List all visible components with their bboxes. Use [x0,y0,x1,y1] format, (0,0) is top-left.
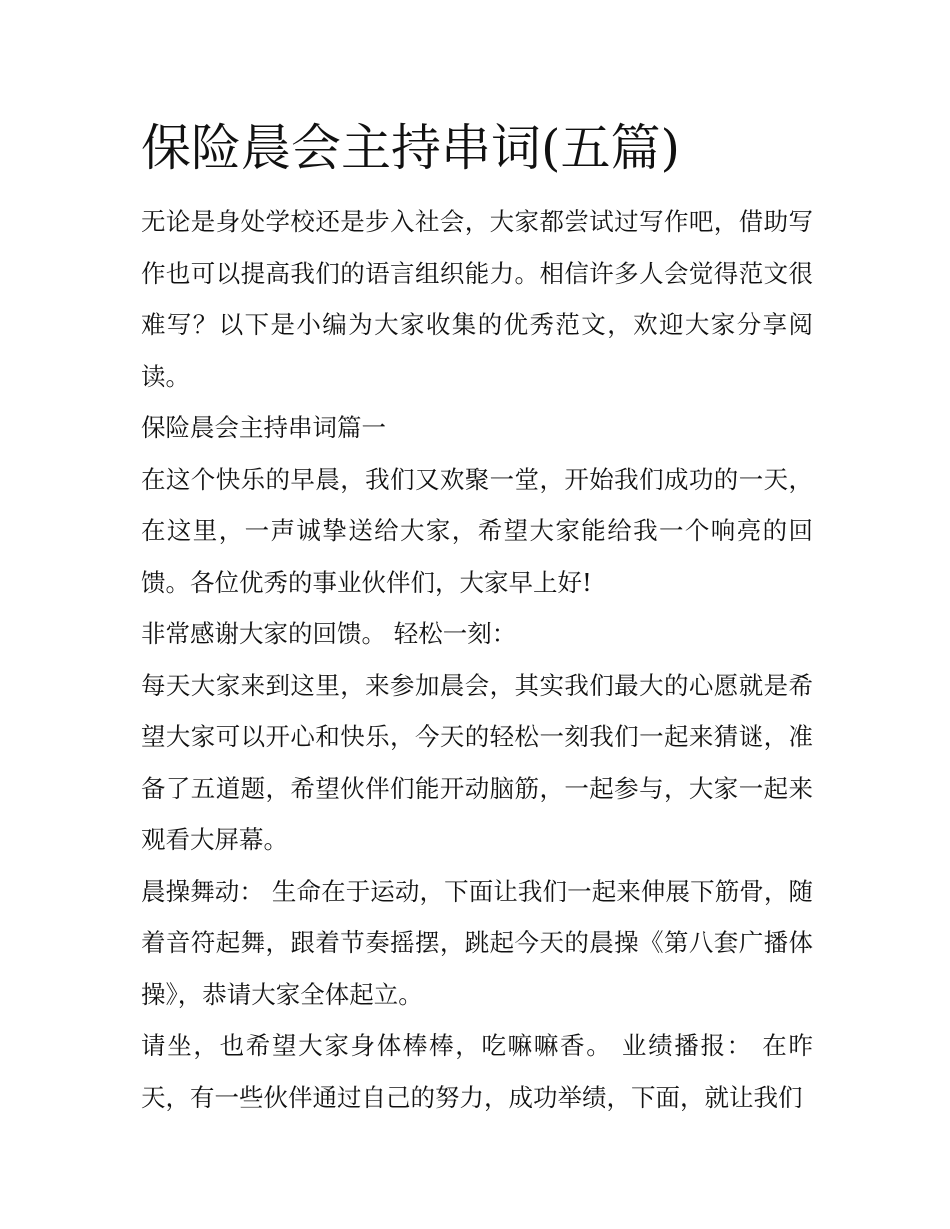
document-title: 保险晨会主持串词(五篇) [141,119,681,177]
body-paragraph: 晨操舞动： 生命在于运动，下面让我们一起来伸展下筋骨，随着音符起舞，跟着节奏摇摆，跳起今天的晨操《第八套广播体操》，恭请大家全体起立。 [141,876,813,1009]
body-paragraph: 在这个快乐的早晨，我们又欢聚一堂，开始我们成功的一天，在这里，一声诚挚送给大家，希望大家能给我一个响亮的回馈。各位优秀的事业伙伴们，大家早上好! [141,464,813,597]
section-heading: 保险晨会主持串词篇一 [141,413,386,442]
intro-paragraph: 无论是身处学校还是步入社会，大家都尝试过写作吧，借助写作也可以提高我们的语言组织能力。相信许多人会觉得范文很难写？以下是小编为大家收集的优秀范文，欢迎大家分享阅读。 [141,207,813,391]
document-content [141,112,813,1123]
body-paragraph: 非常感谢大家的回馈。 轻松一刻： [141,619,517,648]
body-paragraph: 请坐，也希望大家身体棒棒，吃嘛嘛香。 业绩播报： 在昨天，有一些伙伴通过自己的努力，成功举绩，下面，就让我们 [141,1031,813,1112]
body-paragraph: 每天大家来到这里，来参加晨会，其实我们最大的心愿就是希望大家可以开心和快乐，今天的轻松一刻我们一起来猜谜，准备了五道题，希望伙伴们能开动脑筋，一起参与，大家一起来观看大屏幕。 [141,670,813,854]
